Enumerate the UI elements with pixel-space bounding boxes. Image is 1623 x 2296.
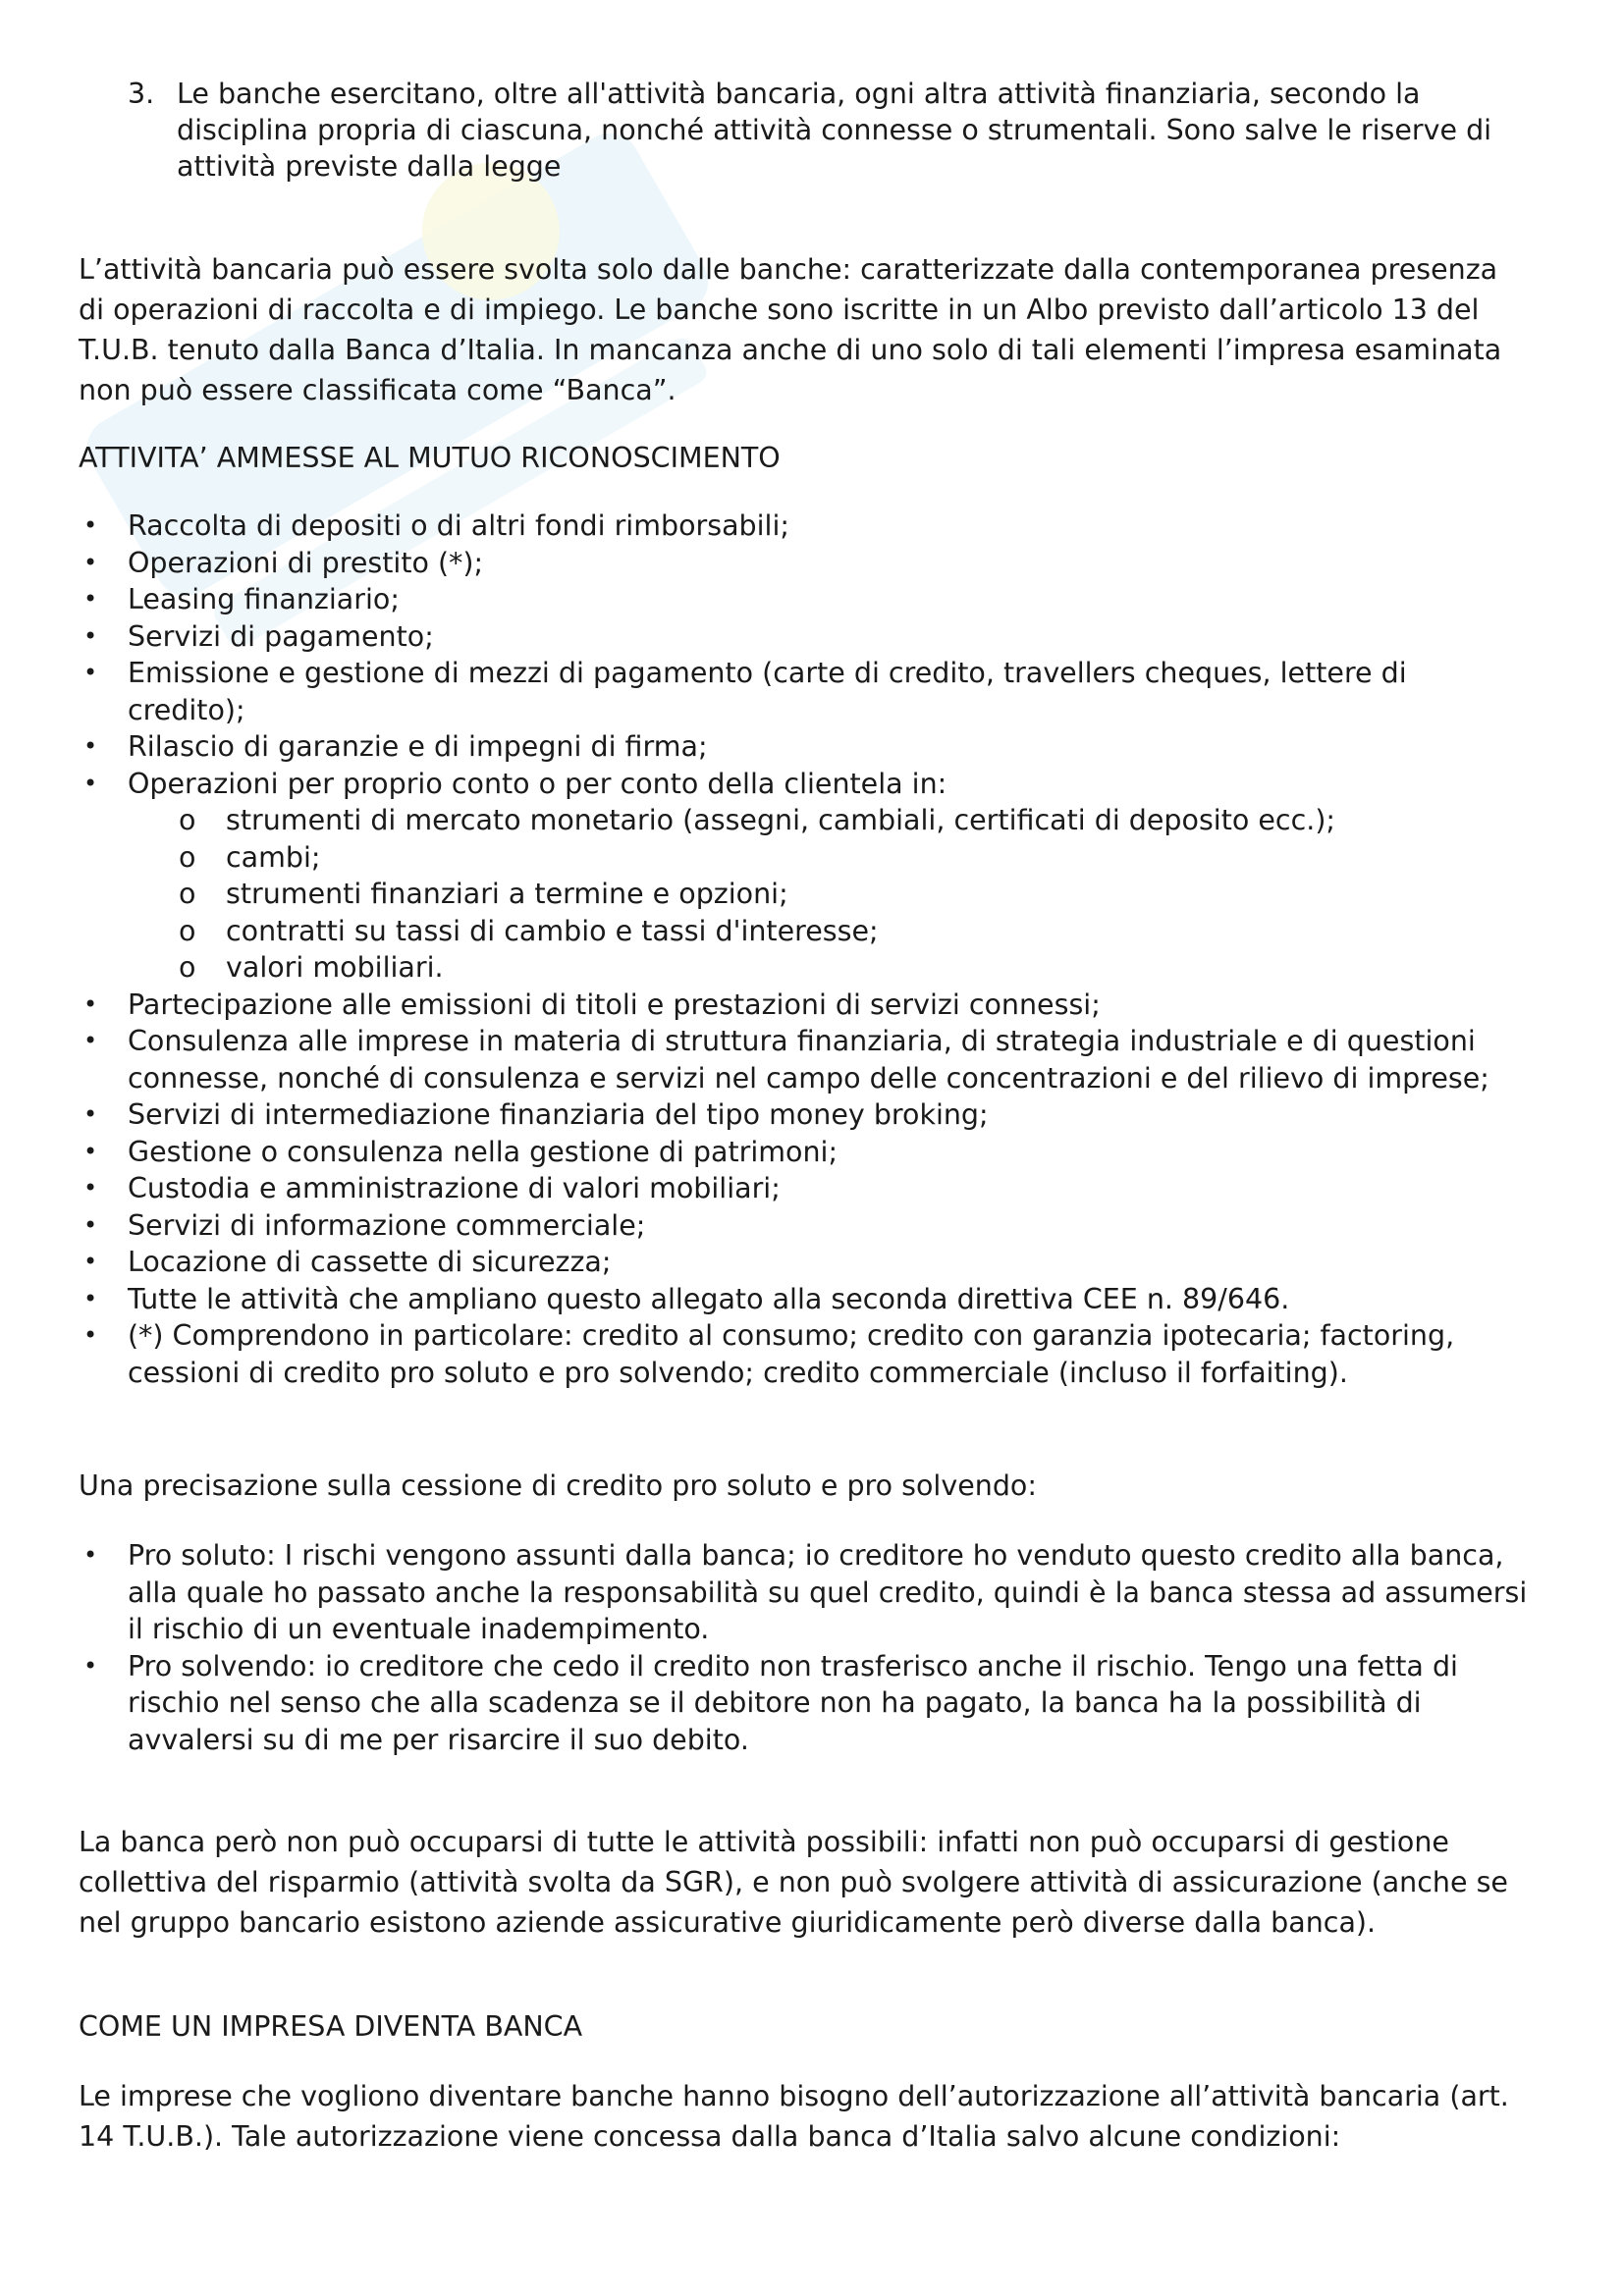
list-item: • Pro solvendo: io creditore che cedo il credito non trasferisco anche il rischio. Tengo una fetta di rischio nel senso che alla scadenza se il debitore non ha pagato, la banca ha la possibilità di avvalersi su di me per risarcire il suo debito. xyxy=(83,1649,1458,1756)
bullet-icon: • xyxy=(83,548,98,576)
sub-list-item: o cambi; xyxy=(177,839,1532,877)
bullet-icon: • xyxy=(83,621,98,650)
cessione-list xyxy=(79,1537,1532,1758)
bullet-icon: • xyxy=(83,732,98,760)
bullet-icon: • xyxy=(83,659,98,686)
list-item: • Leasing finanziario; xyxy=(79,581,1532,618)
bullet-icon: • xyxy=(83,1100,98,1128)
sub-list-item: o contratti su tassi di cambio e tassi d'interesse; xyxy=(177,913,1532,950)
list-item: • Custodia e amministrazione di valori mobiliari; xyxy=(79,1170,1532,1207)
sub-list xyxy=(177,802,1532,987)
list-item: • Operazioni per proprio conto o per conto della clientela in: o strumenti di mercato monetario (assegni, cambiali, certificati di deposito ecc.); o cambi; o strumenti finanziari a termine e opzioni; o contratti su tassi di cambio e tassi d'interesse; o valori mobiliari. xyxy=(79,766,1532,987)
bullet-icon: • xyxy=(83,1210,98,1239)
bullet-icon: • xyxy=(83,1248,98,1275)
circle-bullet-icon: o xyxy=(179,804,196,836)
bullet-icon: • xyxy=(83,1174,98,1201)
list-item: • Partecipazione alle emissioni di titoli e prestazioni di servizi connessi; xyxy=(79,987,1532,1024)
bullet-icon: • xyxy=(83,1651,98,1680)
sub-list-item: o strumenti di mercato monetario (assegni, cambiali, certificati di deposito ecc.); xyxy=(177,802,1532,839)
bullet-icon: • xyxy=(83,1284,98,1312)
list-item: • Locazione di cassette di sicurezza; xyxy=(79,1244,1532,1281)
list-item: • Tutte le attività che ampliano questo allegato alla seconda direttiva CEE n. 89/646. xyxy=(79,1281,1532,1318)
list-item: • Servizi di informazione commerciale; xyxy=(79,1207,1532,1245)
list-item: • Consulenza alle imprese in materia di struttura finanziaria, di strategia industriale e di questioni connesse, nonché di consulenza e servizi nel campo delle concentrazioni e del rilievo di imprese; xyxy=(83,1025,1489,1095)
paragraph-autorizzazione: Le imprese che vogliono diventare banche hanno bisogno dell’autorizzazione all’attività bancaria (art. 14 T.U.B.). Tale autorizzazione viene concessa dalla banca d’Italia salvo alcune condizioni: xyxy=(79,2080,1509,2153)
bullet-icon: • xyxy=(83,1321,98,1349)
bullet-icon: • xyxy=(83,1541,98,1569)
bullet-icon: • xyxy=(83,585,98,613)
list-item: • Servizi di pagamento; xyxy=(79,618,1532,656)
list-item: • (*) Comprendono in particolare: credito al consumo; credito con garanzia ipotecaria; factoring, cessioni di credito pro soluto e pro solvendo; credito commerciale (incluso il forfaiting). xyxy=(83,1319,1455,1389)
bullet-icon: • xyxy=(83,1027,98,1054)
list-item: • Pro soluto: I rischi vengono assunti dalla banca; io creditore ho venduto questo credito alla banca, alla quale ho passato anche la responsabilità su quel credito, quindi è la banca stessa ad assumersi il rischio di un eventuale inadempimento. xyxy=(83,1539,1528,1645)
list-item: • Operazioni di prestito (*); xyxy=(79,545,1532,582)
numbered-item-3 xyxy=(128,76,1502,185)
sub-list-item: o valori mobiliari. xyxy=(177,949,1532,987)
circle-bullet-icon: o xyxy=(179,951,196,984)
list-item: • Gestione o consulenza nella gestione di patrimoni; xyxy=(79,1134,1532,1171)
heading-come-diventa-banca: COME UN IMPRESA DIVENTA BANCA xyxy=(79,2010,583,2043)
circle-bullet-icon: o xyxy=(179,914,196,947)
paragraph-attivita-bancaria: L’attività bancaria può essere svolta solo dalle banche: caratterizzate dalla contemporanea presenza di operazioni di raccolta e di impiego. Le banche sono iscritte in un Albo previsto dall’articolo 13 del T.U.B. tenuto dalla Banca d’Italia. In mancanza anche di uno solo di tali elementi l’impresa esaminata non può essere classificata come “Banca”. xyxy=(79,253,1502,406)
bullet-icon: • xyxy=(83,769,98,797)
paragraph-limiti-banca: La banca però non può occuparsi di tutte le attività possibili: infatti non può occuparsi di gestione collettiva del risparmio (attività svolta da SGR), e non può svolgere attività di assicurazione (anche se nel gruppo bancario esistono aziende assicurative giuridicamente però diverse dalla banca). xyxy=(79,1826,1508,1939)
bullet-icon: • xyxy=(83,1137,98,1165)
item-text: Le banche esercitano, oltre all'attività bancaria, ogni altra attività finanziaria, secondo la disciplina propria di ciascuna, nonché attività connesse o strumentali. Sono salve le riserve di attività previste dalla legge xyxy=(177,78,1492,183)
list-item: • Raccolta di depositi o di altri fondi rimborsabili; xyxy=(79,507,1532,545)
bullet-icon: • xyxy=(83,989,98,1018)
item-number: 3. xyxy=(128,78,155,110)
circle-bullet-icon: o xyxy=(179,878,196,910)
list-item: • Servizi di intermediazione finanziaria del tipo money broking; xyxy=(79,1096,1532,1134)
bullet-icon: • xyxy=(83,511,98,539)
list-item: • Rilascio di garanzie e di impegni di firma; xyxy=(79,728,1532,766)
paragraph-precisazione: Una precisazione sulla cessione di credito pro soluto e pro solvendo: xyxy=(79,1469,1037,1502)
activities-list xyxy=(79,507,1532,1391)
circle-bullet-icon: o xyxy=(179,840,196,874)
sub-list-item: o strumenti finanziari a termine e opzioni; xyxy=(177,876,1532,913)
list-item: • Emissione e gestione di mezzi di pagamento (carte di credito, travellers cheques, lettere di credito); xyxy=(83,657,1407,726)
heading-attivita-ammesse: ATTIVITA’ AMMESSE AL MUTUO RICONOSCIMENTO xyxy=(79,442,781,474)
